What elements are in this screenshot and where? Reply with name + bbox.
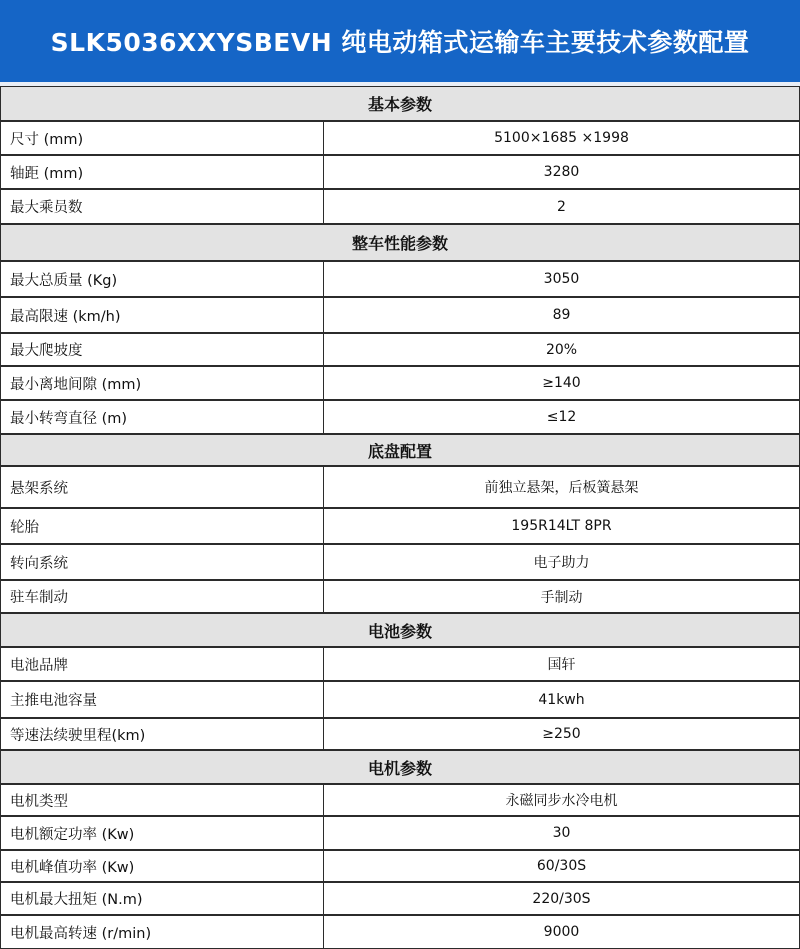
row-label: 转向系统: [1, 545, 324, 579]
table-row: [0, 121, 800, 155]
row-label: 驻车制动: [1, 581, 324, 612]
title-bar: [0, 0, 800, 86]
table-row: [0, 681, 800, 718]
row-label: 主推电池容量: [1, 682, 324, 717]
table-row: [0, 816, 800, 850]
row-label: 尺寸 (mm): [1, 122, 324, 154]
section-heading: 底盘配置: [367, 441, 432, 461]
row-label: 轴距 (mm): [1, 156, 324, 188]
table-row: [0, 333, 800, 366]
row-value: 30: [552, 825, 571, 841]
row-label: 轮胎: [1, 509, 324, 543]
row-value: 20%: [545, 341, 578, 358]
section-header-performance: [0, 224, 800, 261]
row-value: ≥140: [542, 375, 581, 391]
row-label: 最大爬坡度: [1, 334, 324, 365]
table-row: [0, 580, 800, 613]
row-label: 电机最大扭矩 (N.m): [1, 883, 324, 914]
row-value: 3050: [543, 271, 580, 287]
row-label: 等速法续驶里程(km): [1, 719, 324, 749]
section-heading: 电池参数: [367, 621, 432, 641]
table-row: [0, 366, 800, 400]
row-value: 手制动: [540, 589, 583, 606]
table-row: [0, 508, 800, 544]
row-value: ≤12: [546, 409, 577, 425]
page-title: SLK5036XXYSBEVH 纯电动箱式运输车主要技术参数配置: [50, 28, 750, 57]
row-label: 电机额定功率 (Kw): [1, 817, 324, 849]
row-label: 最大总质量 (Kg): [1, 262, 324, 296]
row-label: 电机峰值功率 (Kw): [1, 851, 324, 881]
table-row: [0, 297, 800, 333]
section-heading: 基本参数: [367, 95, 432, 114]
row-value: 5100×1685 ×1998: [494, 130, 629, 146]
table-row: [0, 915, 800, 949]
table-row: [0, 189, 800, 224]
row-value: 220/30S: [532, 890, 591, 907]
section-heading: 整车性能参数: [351, 234, 448, 253]
row-value: ≥250: [542, 726, 581, 742]
row-value: 3280: [543, 164, 580, 180]
row-label: 最高限速 (km/h): [1, 298, 324, 332]
row-label: 最小离地间隙 (mm): [1, 367, 324, 399]
row-value: 195R14LT 8PR: [511, 518, 612, 534]
table-row: [0, 882, 800, 915]
row-label: 电机类型: [1, 785, 324, 815]
section-heading: 电机参数: [367, 758, 432, 778]
row-value: 国轩: [547, 657, 576, 673]
section-header-battery: [0, 613, 800, 647]
table-row: [0, 718, 800, 750]
row-label: 最大乘员数: [1, 190, 324, 223]
row-value: 永磁同步水冷电机: [505, 793, 618, 809]
row-value: 41kwh: [538, 691, 585, 708]
section-header-chassis: [0, 434, 800, 466]
table-row: [0, 155, 800, 189]
table-row: [0, 647, 800, 681]
row-label: 电池品牌: [1, 648, 324, 680]
row-label: 悬架系统: [1, 467, 324, 507]
row-value: 60/30S: [536, 858, 587, 874]
table-row: [0, 261, 800, 297]
table-row: [0, 850, 800, 882]
row-value: 9000: [543, 924, 580, 940]
row-value: 2: [557, 198, 566, 215]
table-row: [0, 466, 800, 508]
row-label: 最小转弯直径 (m): [1, 401, 324, 433]
table-row: [0, 784, 800, 816]
row-label: 电机最高转速 (r/min): [1, 916, 324, 948]
table-row: [0, 400, 800, 434]
table-row: [0, 544, 800, 580]
row-value: 电子助力: [533, 555, 590, 571]
section-header-motor: [0, 750, 800, 784]
row-value: 89: [552, 307, 571, 323]
row-value: 前独立悬架，后板簧悬架: [484, 480, 639, 496]
section-header-basic: [0, 86, 800, 121]
